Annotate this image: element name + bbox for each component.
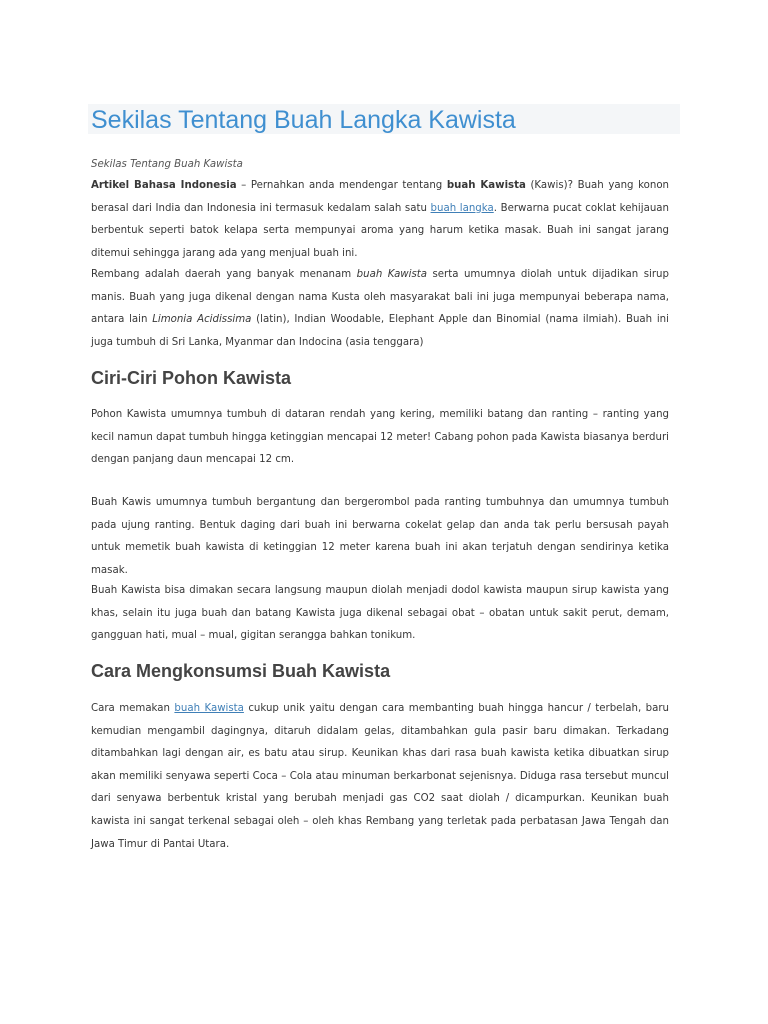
bold-lead: Artikel Bahasa Indonesia xyxy=(91,180,237,191)
text-run: (latin), Indian Woodable, Elephant Apple dan Binomial (nama ilmiah). Buah ini juga tumbuh di Sri Lanka, Myanmar dan Indocina (asia tenggara) xyxy=(91,314,669,348)
text-run: serta umumnya diolah untuk dijadikan sirup manis. Buah yang juga dikenal dengan nama Kusta oleh masyarakat bali ini juga mempunyai beberapa nama, antara lain xyxy=(91,269,669,326)
paragraph-manfaat: Buah Kawista bisa dimakan secara langsung maupun diolah menjadi dodol kawista maupun sirup kawista yang khas, selain itu juga buah dan batang Kawista juga dikenal sebagai obat – obatan untuk sakit perut, demam, gangguan hati, mual – mual, gigitan serangga bahkan tonikum. xyxy=(91,585,669,642)
text-run: Cara memakan xyxy=(91,703,175,714)
paragraph-cara-memakan xyxy=(91,698,669,856)
text-run: cukup unik yaitu dengan cara membanting buah hingga hancur / terbelah, baru kemudian mengambil dagingnya, ditaruh didalam gelas, ditambahkan gula pasir baru dimakan. Terkadang ditambahkan lagi dengan air, es batu atau sirup. Keunikan khas dari rasa buah kawista ketika dibuatkan sirup akan memiliki senyawa seperti Coca – Cola atau minuman berkarbonat sejenisnya. Diduga rasa tersebut muncul dari senyawa berbentuk kristal yang berubah menjadi gas CO2 saat diolah / dicampurkan. Keunikan buah kawista ini sangat terkenal sebagai oleh – oleh khas Rembang yang terletak pada perbatasan Jawa Tengah dan Jawa Timur di Pantai Utara. xyxy=(91,703,669,850)
article-title: Sekilas Tentang Buah Langka Kawista xyxy=(91,106,516,134)
heading-cara-mengkonsumsi: Cara Mengkonsumsi Buah Kawista xyxy=(91,661,391,681)
heading-ciri-ciri: Ciri-Ciri Pohon Kawista xyxy=(91,368,292,388)
text-run: – Pernahkan anda mendengar tentang xyxy=(236,180,447,191)
article-subtitle: Sekilas Tentang Buah Kawista xyxy=(91,159,243,170)
paragraph-intro xyxy=(91,175,669,265)
text-run: . Berwarna pucat coklat kehijauan berbentuk seperti batok kelapa serta mempunyai aroma yang harum ketika masak. Buah ini sangat jarang ditemui sehingga jarang ada yang menjual buah ini. xyxy=(91,202,669,259)
text-run: Rembang adalah daerah yang banyak menanam xyxy=(91,269,357,280)
link-buah-kawista[interactable]: buah Kawista xyxy=(174,703,244,714)
paragraph-pohon: Pohon Kawista umumnya tumbuh di dataran rendah yang kering, memiliki batang dan ranting – ranting yang kecil namun dapat tumbuh hingga ketinggian mencapai 12 meter! Cabang pohon pada Kawista biasanya berduri dengan panjang daun mencapai 12 cm. xyxy=(91,409,669,466)
link-buah-langka[interactable]: buah langka xyxy=(430,202,494,214)
italic-term: buah Kawista xyxy=(356,269,428,280)
bold-term: buah Kawista xyxy=(446,180,526,191)
paragraph-buah-kawis: Buah Kawis umumnya tumbuh bergantung dan bergerombol pada ranting tumbuhnya dan umumnya tumbuh pada ujung ranting. Bentuk daging dari buah ini berwarna cokelat gelap dan anda tak perlu bersusah payah untuk memetik buah kawista di ketinggian 12 meter karena buah ini akan terjatuh dengan sendirinya ketika masak. xyxy=(91,497,669,576)
italic-latin-name: Limonia Acidissima xyxy=(152,314,252,326)
paragraph-rembang xyxy=(91,264,669,354)
text-run: (Kawis)? Buah yang konon berasal dari India dan Indonesia ini termasuk kedalam salah satu xyxy=(91,180,670,214)
